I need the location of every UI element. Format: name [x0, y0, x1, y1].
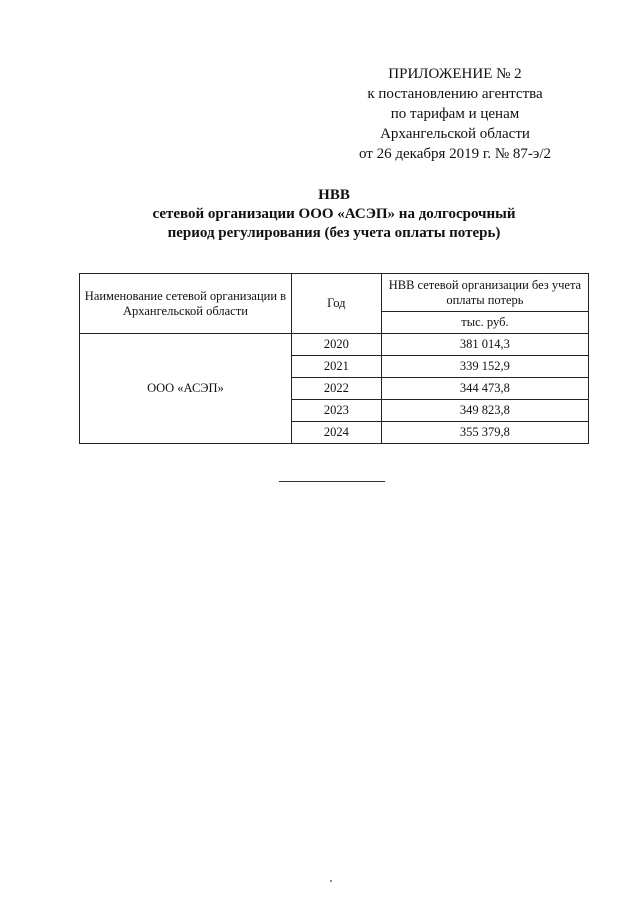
year-cell: 2022	[291, 378, 381, 400]
year-cell: 2023	[291, 400, 381, 422]
title-line-3: период регулирования (без учета оплаты потерь)	[167, 225, 501, 241]
end-divider-line	[279, 481, 385, 482]
appendix-region-line: Архангельской области	[380, 126, 530, 142]
year-cell: 2024	[291, 422, 381, 444]
document-title	[80, 186, 588, 243]
appendix-date-line: от 26 декабря 2019 г. № 87-э/2	[358, 146, 552, 162]
scan-speck	[330, 880, 332, 882]
value-cell: 381 014,3	[381, 334, 588, 356]
value-cell: 355 379,8	[381, 422, 588, 444]
appendix-header	[340, 64, 570, 164]
header-year: Год	[291, 274, 381, 334]
value-cell: 339 152,9	[381, 356, 588, 378]
appendix-number: ПРИЛОЖЕНИЕ № 2	[388, 66, 522, 82]
header-org-name: Наименование сетевой организации в Архангельской области	[80, 274, 292, 334]
nvv-table	[79, 273, 589, 444]
header-unit: тыс. руб.	[381, 312, 588, 334]
table-header-row	[80, 274, 589, 312]
value-cell: 349 823,8	[381, 400, 588, 422]
appendix-agency-line: по тарифам и ценам	[390, 106, 520, 122]
year-cell: 2020	[291, 334, 381, 356]
title-line-1: НВВ	[318, 187, 350, 203]
year-cell: 2021	[291, 356, 381, 378]
value-cell: 344 473,8	[381, 378, 588, 400]
appendix-resolution-line: к постановлению агентства	[367, 86, 543, 102]
table-row	[80, 334, 589, 356]
title-line-2: сетевой организации ООО «АСЭП» на долгосрочный	[152, 206, 516, 222]
organization-cell: ООО «АСЭП»	[80, 334, 292, 444]
header-nvv: НВВ сетевой организации без учета оплаты потерь	[381, 274, 588, 312]
